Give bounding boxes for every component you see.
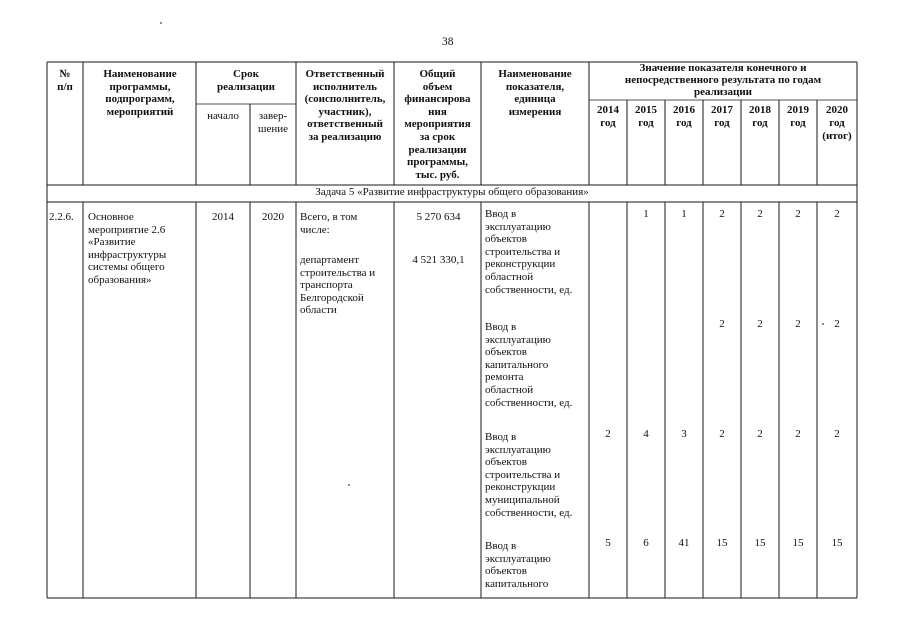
indicator-value: 2 <box>757 428 763 440</box>
indicator-value: 2 <box>719 208 725 220</box>
indicator-value: 41 <box>678 537 690 549</box>
header-name: Наименование программы, подпрограмм, мероприятий <box>103 68 177 118</box>
indicator-value: 15 <box>716 537 728 549</box>
financing-dept: 4 521 330,1 <box>412 254 465 266</box>
indicator-name: Ввод в эксплуатацию объектов капитального <box>485 540 551 590</box>
indicator-value: 3 <box>681 428 687 440</box>
indicator-value: 1 <box>681 208 687 220</box>
activity-start: 2014 <box>212 211 234 223</box>
indicator-value: 15 <box>831 537 843 549</box>
indicator-value: 15 <box>754 537 766 549</box>
header-num: № п/п <box>57 68 73 93</box>
indicator-name: Ввод в эксплуатацию объектов капитального ремонта областной собственности, ед. <box>485 321 573 409</box>
activity-name: Основное мероприятие 2.6 «Развитие инфраструктуры системы общего образования» <box>88 211 167 286</box>
indicator-value: 6 <box>643 537 649 549</box>
header-executor: Ответственный исполнитель (соисполнитель, участник), ответственный за реализацию <box>304 68 386 143</box>
indicator-value: 2 <box>834 428 840 440</box>
indicator-value: 2 <box>605 428 611 440</box>
header-indicator: Наименование показателя, единица измерения <box>498 68 572 118</box>
indicator-value: 2 <box>757 208 763 220</box>
indicator-value: 2 <box>719 318 725 330</box>
header-year-2017: 2017 год <box>711 104 733 129</box>
indicator-value: 5 <box>605 537 611 549</box>
indicator-value: 15 <box>792 537 804 549</box>
header-year-2019: 2019 год <box>787 104 809 129</box>
scan-speck <box>348 484 350 486</box>
executor-dept: департамент строительства и транспорта Белгородской области <box>300 254 376 317</box>
header-year-2014: 2014 год <box>597 104 619 129</box>
header-values: Значение показателя конечного и непосредственного результата по годам реализации <box>624 62 822 98</box>
activity-end: 2020 <box>262 211 284 223</box>
indicator-value: 2 <box>795 318 801 330</box>
activity-num: 2.2.6. <box>49 211 74 223</box>
indicator-value: 2 <box>719 428 725 440</box>
header-term: Срок реализации <box>216 68 276 93</box>
indicator-value: 4 <box>643 428 649 440</box>
indicator-name: Ввод в эксплуатацию объектов строительства и реконструкции муниципальной собственности, ед. <box>485 431 573 519</box>
indicator-value: 1 <box>643 208 649 220</box>
header-start: начало <box>207 110 239 122</box>
financing-total: 5 270 634 <box>416 211 461 223</box>
executor-total: Всего, в том числе: <box>300 211 358 236</box>
header-year-2016: 2016 год <box>673 104 695 129</box>
header-year-2020: 2020 год (итог) <box>822 104 852 142</box>
page-number: 38 <box>442 36 454 48</box>
indicator-value: 2 <box>795 428 801 440</box>
indicator-value: 2 <box>757 318 763 330</box>
scan-speck <box>822 323 824 325</box>
header-financing: Общий объем финансирова ния мероприятия за срок реализации программы, тыс. руб. <box>404 68 471 181</box>
task-row: Задача 5 «Развитие инфраструктуры общего образования» <box>315 186 589 198</box>
header-end: завер- шение <box>257 110 288 135</box>
header-year-2015: 2015 год <box>635 104 657 129</box>
scan-speck <box>160 22 162 24</box>
indicator-value: 2 <box>834 318 840 330</box>
indicator-value: 2 <box>795 208 801 220</box>
header-year-2018: 2018 год <box>749 104 771 129</box>
indicator-value: 2 <box>834 208 840 220</box>
indicator-name: Ввод в эксплуатацию объектов строительства и реконструкции областной собственности, ед. <box>485 208 573 296</box>
